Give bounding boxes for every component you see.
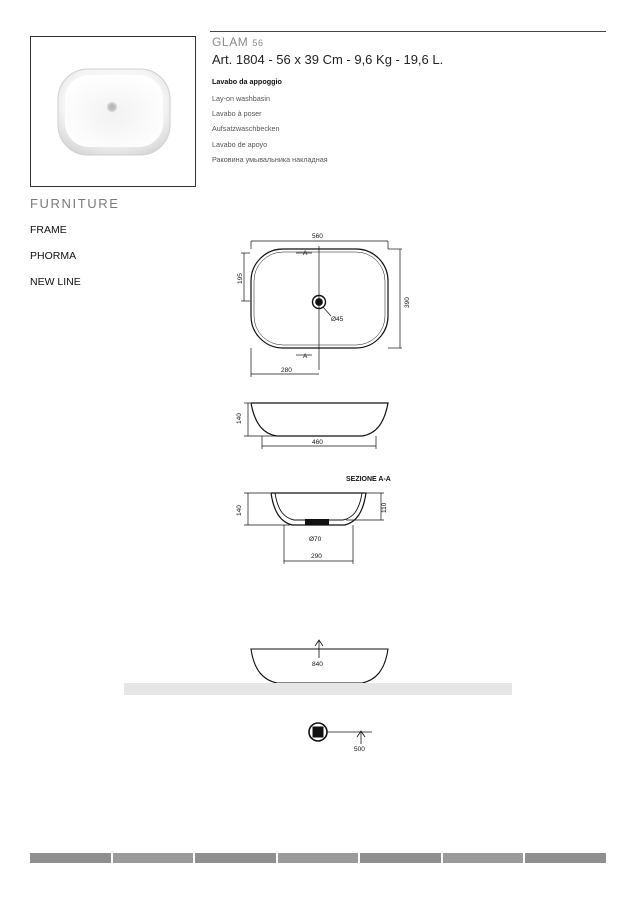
footer-segment	[360, 853, 441, 863]
nav-item-phorma[interactable]: PHORMA	[30, 250, 77, 262]
dim-section-base-width: 290	[311, 553, 322, 560]
description-fr: Lavabo à poser	[212, 109, 262, 118]
dim-top-depth: 390	[404, 297, 411, 308]
dim-top-half-depth: 195	[237, 273, 244, 284]
section-label: SEZIONE A-A	[346, 476, 391, 483]
product-name: GLAM	[212, 35, 249, 49]
section-mark-top: A	[303, 250, 308, 257]
dim-drain-diameter: Ø45	[331, 316, 344, 323]
dim-drain-height: 500	[354, 746, 365, 753]
footer-segment	[30, 853, 111, 863]
dim-section-inner-depth: 110	[381, 502, 388, 513]
nav-item-frame[interactable]: FRAME	[30, 224, 67, 236]
footer-segment	[443, 853, 524, 863]
dim-counter-height: 840	[312, 661, 323, 668]
description-de: Aufsatzwaschbecken	[212, 124, 280, 133]
section-mark-bottom: A	[303, 353, 308, 360]
article-line: Art. 1804 - 56 x 39 Cm - 9,6 Kg - 19,6 L.	[212, 52, 444, 67]
footer-segment	[113, 853, 194, 863]
dim-section-height: 140	[236, 505, 243, 516]
dim-section-drain: Ø70	[309, 536, 322, 543]
top-view-drawing	[241, 241, 402, 377]
dim-top-width: 560	[312, 233, 323, 240]
section-title-furniture: FURNITURE	[30, 196, 120, 211]
dim-drain-offset: 280	[281, 367, 292, 374]
drain-detail-drawing	[309, 723, 372, 744]
nav-item-new-line[interactable]: NEW LINE	[30, 276, 81, 288]
footer-segment	[278, 853, 359, 863]
dim-side-height: 140	[236, 413, 243, 424]
description-en: Lay-on washbasin	[212, 94, 270, 103]
product-size-code: 56	[252, 38, 264, 48]
footer-segment	[525, 853, 606, 863]
description-ru: Раковина умывальника накладная	[212, 155, 328, 164]
dim-side-base-width: 460	[312, 439, 323, 446]
counter-top-band	[124, 683, 512, 695]
footer-segment	[195, 853, 276, 863]
footer-bar	[30, 853, 606, 863]
description-es: Lavabo de apoyo	[212, 140, 268, 149]
description-it: Lavabo da appoggio	[212, 77, 282, 86]
